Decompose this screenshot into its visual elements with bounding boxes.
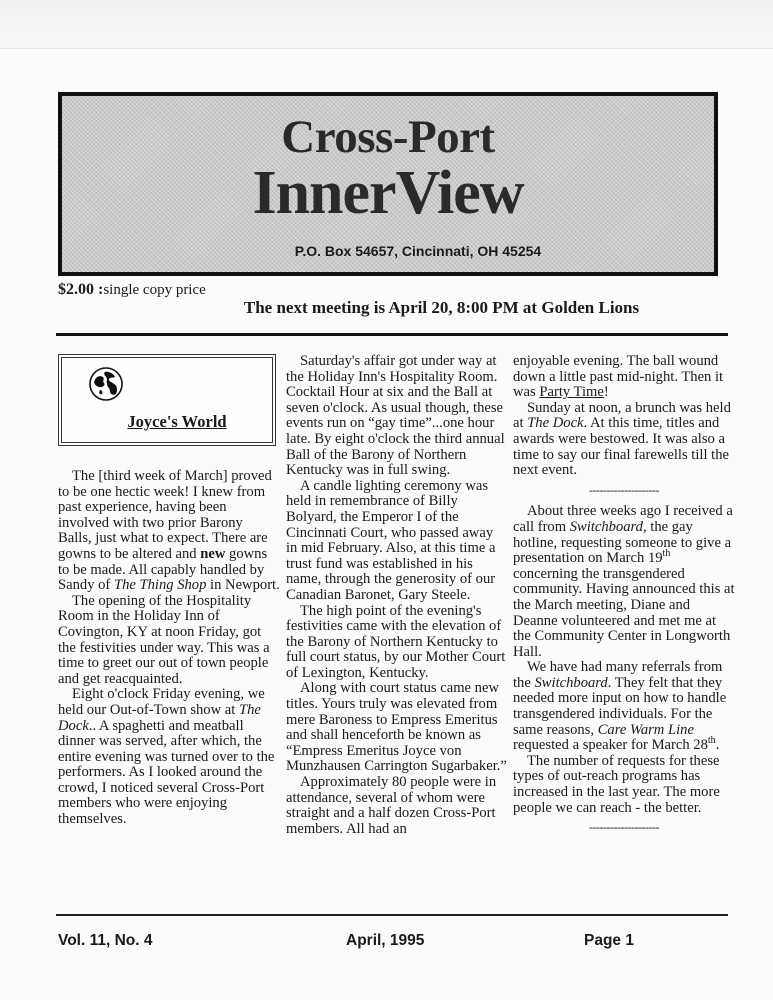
footer-volume: Vol. 11, No. 4 [58, 932, 153, 949]
paragraph: The high point of the evening's festivities came with the elevation of the Barony of Northern Kentucky to full court status, by our Mother Court of Lexington, Kentucky. [286, 602, 506, 681]
paragraph: Approximately 80 people were in attendance, several of whom were straight and a half dozen Cross-Port members. All had an [286, 774, 497, 837]
paragraph: enjoyable evening. The ball wound down a little past mid-night. Then it was Party Time! [513, 353, 724, 401]
article-column-3 [513, 354, 735, 842]
paragraph: The number of requests for these types of out-reach programs has increased in the last year. The more people we can reach - the better. [513, 752, 720, 816]
section-separator: -------------------- [589, 820, 659, 835]
price-label: single copy price [103, 282, 206, 298]
globe-icon [88, 366, 124, 402]
meeting-notice: The next meeting is April 20, 8:00 PM at Golden Lions [243, 298, 640, 317]
newsletter-title-line2: InnerView [252, 159, 524, 227]
paragraph: The opening of the Hospitality Room in the Holiday Inn of Covington, KY at noon Friday, got the festivities under way. This was a time to greet our out of town people and get reacquainted. [58, 592, 270, 687]
footer-page-number: Page 1 [584, 932, 634, 949]
paragraph: We have had many referrals from the Switchboard. They felt that they needed more input on how to handle transgendered individuals. For the same reasons, Care Warm Line requested a speaker for March 28th. [513, 659, 727, 754]
newsletter-title-line1: Cross-Port [281, 111, 495, 163]
column-heading-box [58, 354, 276, 446]
mailing-address: P.O. Box 54657, Cincinnati, OH 45254 [294, 243, 542, 259]
price-amount: $2.00 : [58, 281, 104, 298]
paragraph: Eight o'clock Friday evening, we held our Out-of-Town show at The Dock.. A spaghetti and meatball dinner was served, after which, the entire evening was turned over to the performers. As I looked around the crowd, I noticed several Cross-Port members who were enjoying themselves. [58, 686, 275, 828]
footer-divider [56, 914, 728, 916]
footer-date: April, 1995 [346, 932, 425, 949]
paragraph: About three weeks ago I received a call from Switchboard, the gay hotline, requesting someone to give a presentation on March 19th concerning the transgendered community. Having announced this at the March meeting, Diane and Deanne volunteered and met me at the Community Center in Longworth Hall. [513, 503, 735, 660]
price-line [58, 281, 206, 299]
column-title: Joyce's World [127, 412, 227, 431]
paragraph: The [third week of March] proved to be one hectic week! I knew from past experience, having been involved with two prior Barony Balls, just what to expect. There are gowns to be altered and new gowns to be made. All capably handled by Sandy of The Thing Shop in Newport. [58, 468, 280, 594]
previous-page-bleed [0, 0, 773, 49]
header-divider [56, 333, 728, 336]
paragraph: Sunday at noon, a brunch was held at The Dock. At this time, titles and awards were bestowed. It was also a time to say our final farewells till the next event. [513, 399, 731, 479]
section-separator: -------------------- [589, 482, 659, 497]
masthead [58, 92, 718, 276]
paragraph: Saturday's affair got under way at the Holiday Inn's Hospitality Room. Cocktail Hour at six and the Ball at seven o'clock. As usual though, these events run on “gay time”...one hour late. By eight o'clock the third annual Ball of the Barony of Northern Kentucky was in full swing. [286, 353, 505, 479]
article-column-1 [58, 354, 280, 828]
paragraph: A candle lighting ceremony was held in remembrance of Billy Bolyard, the Emperor I of the Cincinnati Court, who passed away in mid February. Also, at this time a trust fund was established in his name, through the generosity of our Canadian Baronet, Gary Steele. [286, 477, 496, 603]
paragraph: Along with court status came new titles. Yours truly was elevated from mere Baroness to Empress Emeritus and shall henceforth be known as “Empress Emeritus Joyce von Munzhausen Carrington Sugarbaker.” [286, 680, 507, 775]
article-column-2 [286, 354, 508, 837]
